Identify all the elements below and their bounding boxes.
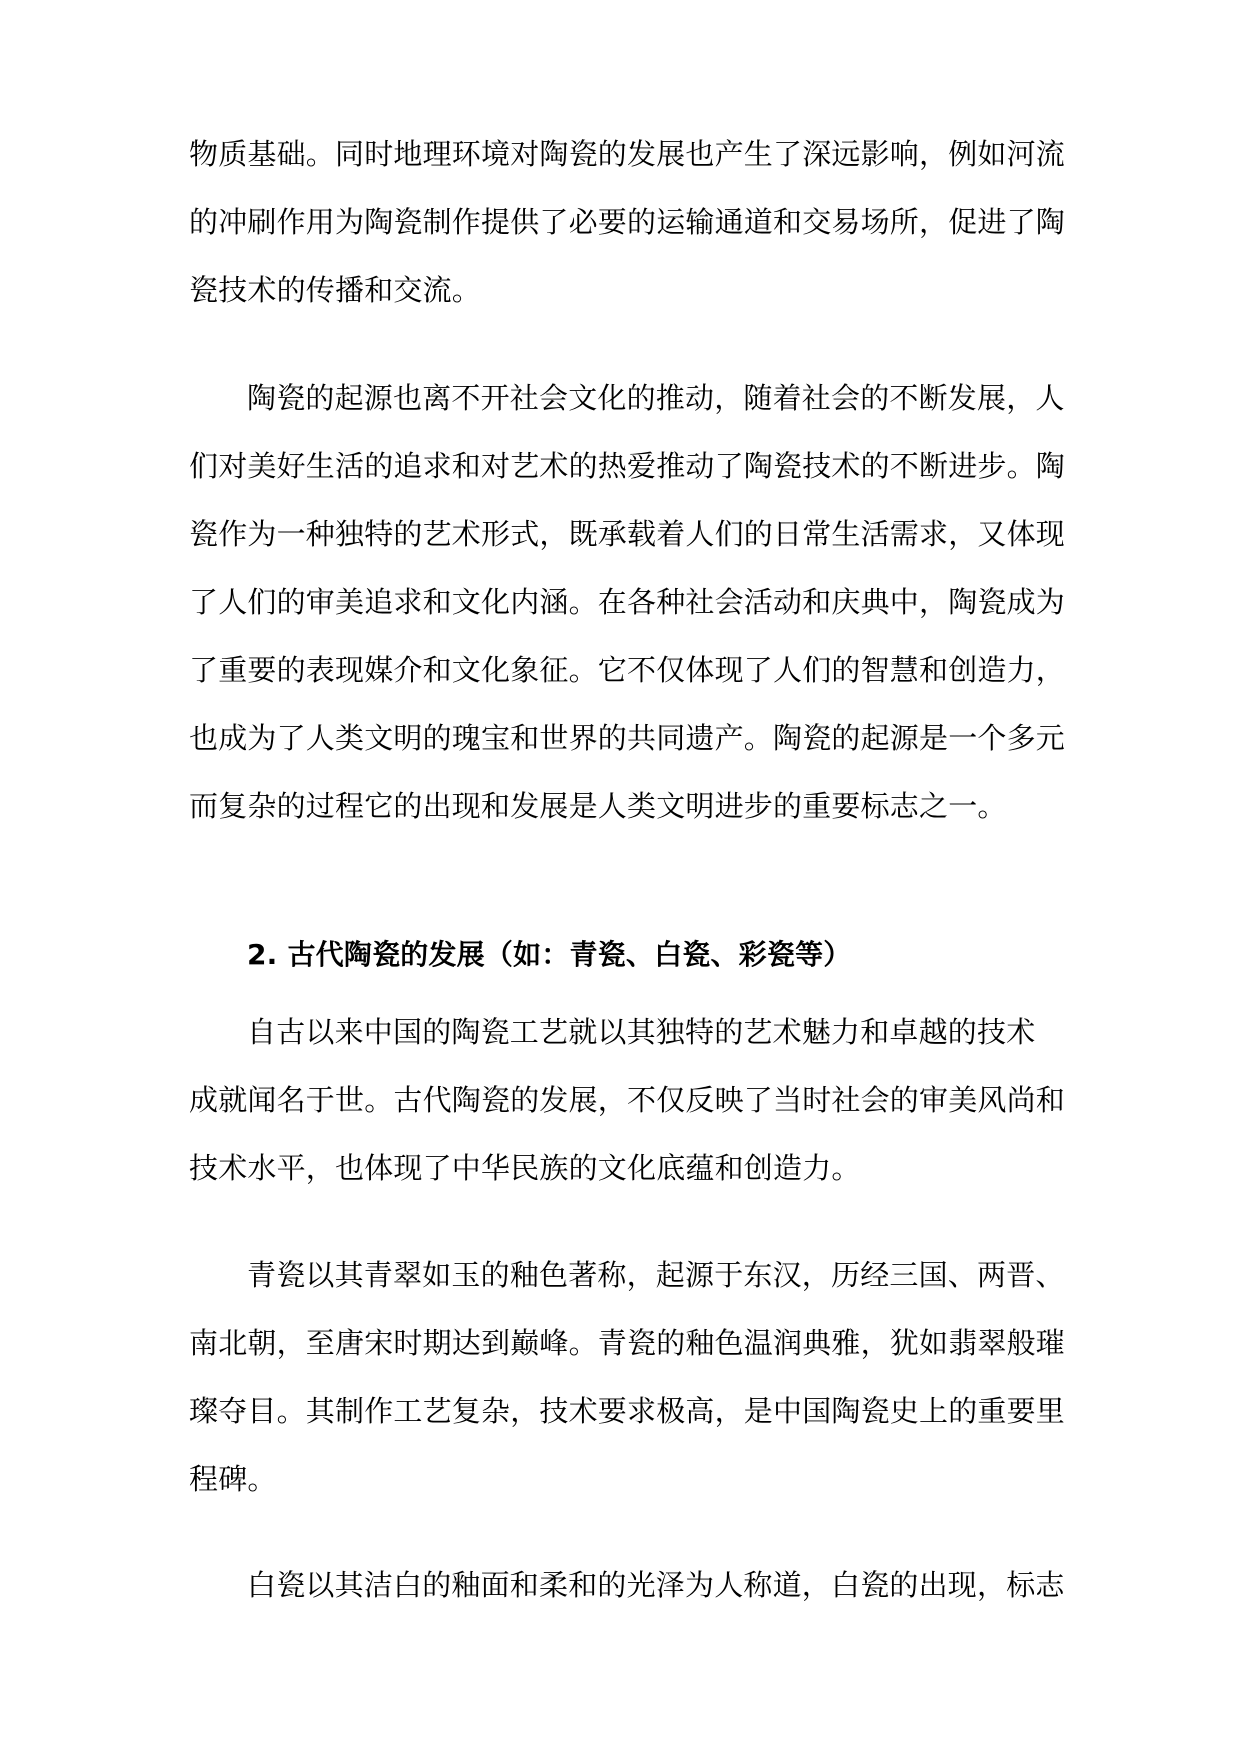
- paragraph-line: 了重要的表现媒介和文化象征。它不仅体现了人们的智慧和创造力，: [189, 653, 1066, 687]
- paragraph-first-line: 白瓷以其洁白的釉面和柔和的光泽为人称道，白瓷的出现，标志: [247, 1568, 1065, 1602]
- paragraph-line: 技术水平，也体现了中华民族的文化底蕴和创造力。: [189, 1151, 861, 1185]
- paragraph-line: 瓷作为一种独特的艺术形式，既承载着人们的日常生活需求，又体现: [189, 517, 1066, 551]
- paragraph-line: 璨夺目。其制作工艺复杂，技术要求极高，是中国陶瓷史上的重要里: [189, 1394, 1066, 1428]
- paragraph-line: 瓷技术的传播和交流。: [189, 273, 482, 307]
- paragraph-line: 的冲刷作用为陶瓷制作提供了必要的运输通道和交易场所，促进了陶: [189, 205, 1066, 239]
- paragraph-line: 们对美好生活的追求和对艺术的热爱推动了陶瓷技术的不断进步。陶: [189, 449, 1066, 483]
- paragraph-line: 也成为了人类文明的瑰宝和世界的共同遗产。陶瓷的起源是一个多元: [189, 721, 1066, 755]
- paragraph-line: 了人们的审美追求和文化内涵。在各种社会活动和庆典中，陶瓷成为: [189, 585, 1066, 619]
- paragraph-first-line: 自古以来中国的陶瓷工艺就以其独特的艺术魅力和卓越的技术: [247, 1015, 1036, 1049]
- paragraph-first-line: 青瓷以其青翠如玉的釉色著称，起源于东汉，历经三国、两晋、: [247, 1258, 1065, 1292]
- section-heading: 2. 古代陶瓷的发展（如：青瓷、白瓷、彩瓷等）: [247, 938, 852, 971]
- paragraph-line: 程碑。: [189, 1462, 277, 1496]
- paragraph-line: 物质基础。同时地理环境对陶瓷的发展也产生了深远影响，例如河流: [189, 137, 1066, 171]
- paragraph-line: 成就闻名于世。古代陶瓷的发展，不仅反映了当时社会的审美风尚和: [189, 1083, 1066, 1117]
- paragraph-first-line: 陶瓷的起源也离不开社会文化的推动，随着社会的不断发展，人: [247, 381, 1065, 415]
- paragraph-line: 而复杂的过程它的出现和发展是人类文明进步的重要标志之一。: [189, 789, 1007, 823]
- paragraph-line: 南北朝，至唐宋时期达到巅峰。青瓷的釉色温润典雅，犹如翡翠般璀: [189, 1326, 1066, 1360]
